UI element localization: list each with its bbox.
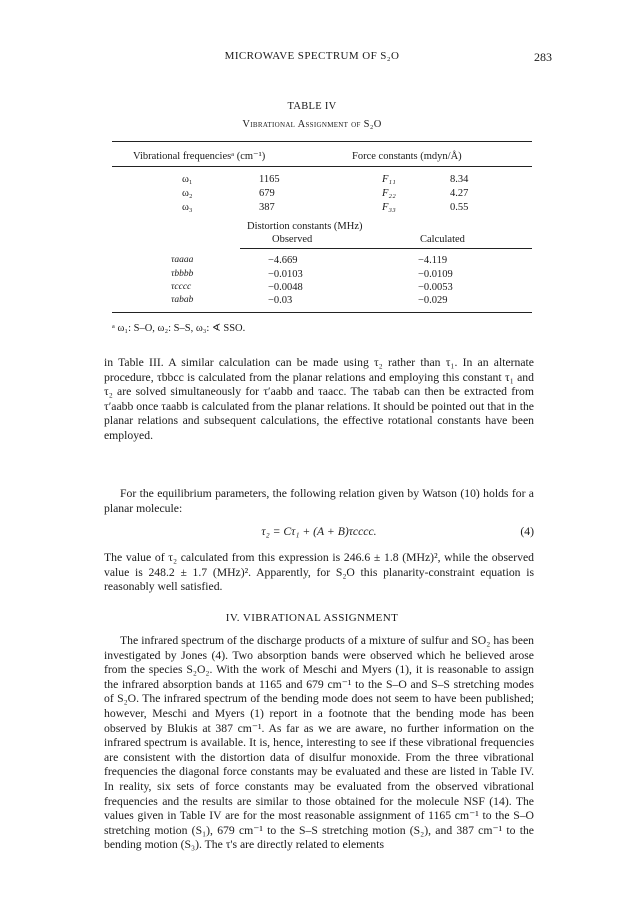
paragraph-text: For the equilibrium parameters, the following relation given by Watson (10) holds for a planar molecule: <box>104 487 534 515</box>
page-number: 283 <box>534 50 552 64</box>
paragraph <box>104 356 534 444</box>
vib-value: 387 <box>259 202 275 213</box>
observed-value: −0.03 <box>268 295 293 306</box>
paragraph <box>104 551 534 595</box>
force-symbol: F₂₂ <box>382 188 396 199</box>
force-value: 8.34 <box>450 174 469 185</box>
table-top-rule <box>112 141 532 142</box>
distortion-symbol: τaaaa <box>171 255 194 265</box>
table-title: TABLE IV <box>287 101 337 112</box>
observed-header: Observed <box>272 234 313 245</box>
equation-number: (4) <box>520 525 534 538</box>
vib-value: 1165 <box>259 174 280 185</box>
table-footnote: ᵃ ω₁: S–O, ω₂: S–S, ω₃: ∢ SSO. <box>112 323 246 334</box>
paragraph <box>104 634 534 853</box>
distortion-symbol: τbbbb <box>171 269 194 279</box>
table-bottom-rule <box>112 312 532 313</box>
force-symbol: F₁₁ <box>382 174 396 185</box>
force-const-header: Force constants (mdyn/Å) <box>352 151 462 162</box>
table-caption: Vibrational Assignment of S₂O <box>242 119 382 130</box>
table-header-rule <box>112 166 532 167</box>
paragraph-text: in Table III. A similar calculation can be made using τ₂ rather than τ₁. In an alternate procedure, τbbcc is calculated from the planar relations and employing this constant τ₁ and τ₂ are solved simultaneously for τ′aabb and τaacc. The τabab can then be extracted from τ′aabb once τaabb is calculated from the planar relations. It should be pointed out that in the planar relations and subsequent calculations, the effective rotational constants have been employed. <box>104 356 534 442</box>
vib-symbol: ω₂ <box>182 188 193 199</box>
calculated-header: Calculated <box>420 234 465 245</box>
calculated-value: −0.029 <box>418 295 448 306</box>
calculated-value: −0.0109 <box>418 269 453 280</box>
distortion-symbol: τabab <box>171 295 194 305</box>
vib-freq-header: Vibrational frequenciesᵃ (cm⁻¹) <box>133 151 266 162</box>
vib-value: 679 <box>259 188 275 199</box>
force-symbol: F₃₃ <box>382 202 396 213</box>
force-value: 0.55 <box>450 202 469 213</box>
running-title: MICROWAVE SPECTRUM OF S₂O <box>224 50 400 62</box>
force-value: 4.27 <box>450 188 469 199</box>
paragraph-text: The infrared spectrum of the discharge products of a mixture of sulfur and SO₂ has been investigated by Jones (4). Two absorption bands were observed which he believed arose from the species S₂O₂. With the work of Meschi and Myers (1), it is reasonable to assign the infrared absorption bands at 1165 and 679 cm⁻¹ to the S–O and S–S stretching modes of S₂O. The infrared spectrum of the bending mode does not seem to have been published; however, Meschi and Myers (1) report in a footnote that the bending mode has been observed by Blukis at 387 cm⁻¹. As far as we are aware, no further information on the infrared spectrum is available. It is, hence, interesting to see if these vibrational frequencies are consistent with the distortion data of disulfur monoxide. From the three vibrational frequencies the diagonal force constants may be evaluated and these are listed in Table IV. In reality, six sets of force constants may be evaluated from the observed vibrational frequencies and the results are similar to those obtained for the molecule NSF (14). The values given in Table IV are for the most reasonable assignment of 1165 cm⁻¹ to the S–O stretching motion (S₁), 679 cm⁻¹ to the S–S stretching motion (S₂), and 387 cm⁻¹ to the bending motion (S₃). The τ's are directly related to elements <box>104 634 534 852</box>
observed-value: −0.0048 <box>268 282 303 293</box>
page-header <box>0 50 624 66</box>
vib-symbol: ω₃ <box>182 202 193 213</box>
vib-symbol: ω₁ <box>182 174 193 185</box>
observed-value: −4.669 <box>268 255 298 266</box>
equation-4 <box>104 525 534 540</box>
section-heading: IV. VIBRATIONAL ASSIGNMENT <box>225 612 399 624</box>
paragraph-text: The value of τ₂ calculated from this expression is 246.6 ± 1.8 (MHz)², while the observed value is 248.2 ± 1.7 (MHz)². Apparently, for S₂O this planarity-constraint equation is reasonably well satisfied. <box>104 551 534 594</box>
observed-value: −0.0103 <box>268 269 303 280</box>
distortion-header: Distortion constants (MHz) <box>247 221 363 232</box>
calculated-value: −4.119 <box>418 255 448 266</box>
paragraph <box>104 487 534 516</box>
calculated-value: −0.0053 <box>418 282 453 293</box>
equation-body: τ₂ = Cτ₁ + (A + B)τcccc. <box>261 525 377 538</box>
distortion-symbol: τcccc <box>171 282 192 292</box>
distortion-header-rule <box>240 248 532 249</box>
